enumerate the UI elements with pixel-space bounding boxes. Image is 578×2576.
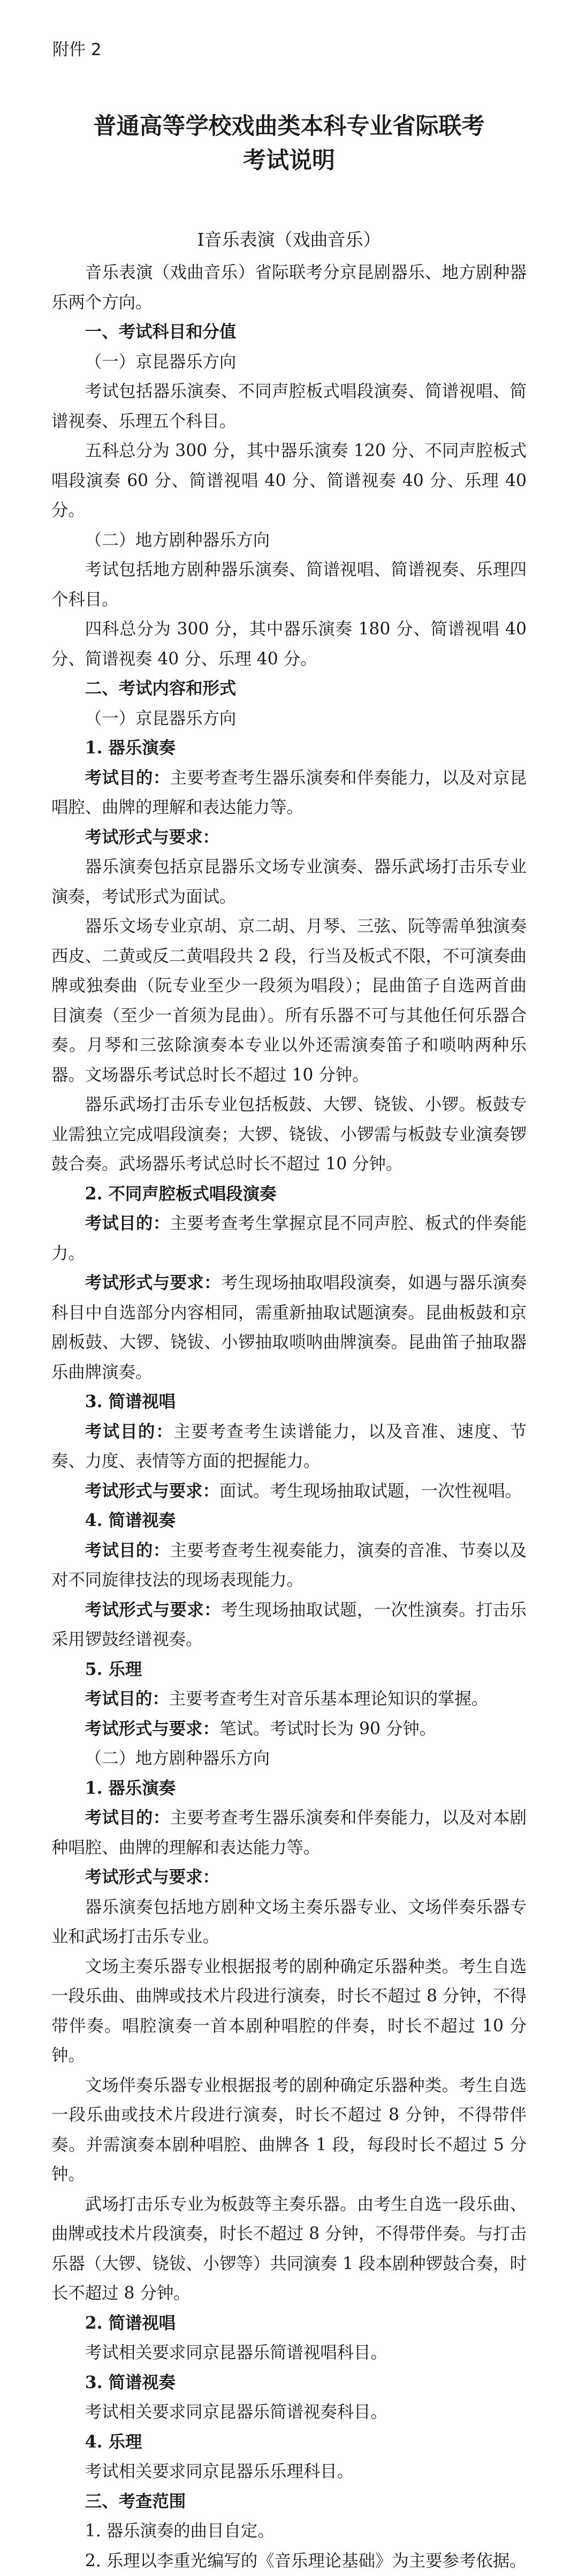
paragraph-text: 考生现场抽取唱段演奏，如遇与器乐演奏科目中自选部分内容相同，需重新抽取试题演奏。昆曲板鼓和京剧板鼓、大锣、铙钹、小锣抽取唢呐曲牌演奏。昆曲笛子抽取器乐曲牌演奏。 [51,1273,527,1382]
paragraph-text: 考生现场抽取试题，一次性演奏。打击乐采用锣鼓经谱视奏。 [51,1600,527,1650]
paragraph-text: 面试。考生现场抽取试题，一次性视唱。 [219,1482,522,1501]
paragraph-lead-label: 考试形式与要求： [85,1719,219,1739]
body-paragraph: 考试相关要求同京昆器乐乐理科目。 [51,2457,527,2487]
body-paragraph [51,1268,527,1387]
body-paragraph: 音乐表演（戏曲音乐）省际联考分京昆剧器乐、地方剧种器乐两个方向。 [51,258,527,318]
body-paragraph: 2. 乐理以李重光编写的《音乐理论基础》为主要参考依据。 [51,2547,527,2576]
item-heading: 考试形式与要求： [51,1863,527,1893]
paragraph-lead-label: 考试目的： [85,1422,173,1441]
document-title-line-1: 普通高等学校戏曲类本科专业省际联考 [51,109,527,143]
body-paragraph: 文场伴奏乐器专业根据报考的剧种确定乐器种类。考生自选一段乐曲或技术片段进行演奏，时长不超过 8 分钟，不得带伴奏。并需演奏本剧种唱腔、曲牌各 1 段，每段时长不超过 5 分钟。 [51,2071,527,2190]
paragraph-lead-label: 考试目的： [85,1689,169,1709]
body-paragraph: 器乐武场打击乐专业包括板鼓、大锣、铙钹、小锣。板鼓专业需独立完成唱段演奏；大锣、铙钹、小锣需与板鼓专业演奏锣鼓合奏。武场器乐考试总时长不超过 10 分钟。 [51,1090,527,1180]
paragraph-lead-label: 考试目的： [85,1808,170,1827]
body-paragraph: 1. 器乐演奏的曲目自定。 [51,2517,527,2547]
item-heading: 2. 简谱视唱 [51,2309,527,2339]
body-paragraph: 考试相关要求同京昆器乐简谱视唱科目。 [51,2338,527,2368]
paragraph-text: 主要考查考生器乐演奏和伴奏能力，以及对京昆唱腔、曲牌的理解和表达能力等。 [51,768,527,818]
body-paragraph [51,1477,527,1507]
body-paragraph: 考试包括器乐演奏、不同声腔板式唱段演奏、简谱视唱、简谱视奏、乐理五个科目。 [51,377,527,436]
section-heading: 二、考试内容和形式 [51,674,527,704]
paragraph-text: 主要考查考生掌握京昆不同声腔、板式的伴奏能力。 [51,1214,527,1263]
paragraph-text: 笔试。考试时长为 90 分钟。 [219,1719,436,1739]
body-paragraph [51,1714,527,1744]
paragraph-lead-label: 考试形式与要求： [85,1482,219,1501]
paragraph-lead-label: 考试目的： [85,1214,170,1233]
body-paragraph [51,764,527,823]
paragraph-text: 主要考查考生器乐演奏和伴奏能力，以及对本剧种唱腔、曲牌的理解和表达能力等。 [51,1808,527,1857]
body-paragraph: 四科总分为 300 分，其中器乐演奏 180 分、简谱视唱 40 分、简谱视奏 40 分、乐理 40 分。 [51,615,527,674]
body-paragraph: 器乐文场专业京胡、京二胡、月琴、三弦、阮等需单独演奏西皮、二黄或反二黄唱段共 2 段，行当及板式不限，不可演奏曲牌或独奏曲（阮专业至少一段须为唱段）；昆曲笛子自选两首曲目演奏（至少一首须为昆曲）。所有乐器不可与其他任何乐器合奏。月琴和三弦除演奏本专业以外还需演奏笛子和唢呐两种乐器。文场器乐考试总时长不超过 10 分钟。 [51,912,527,1090]
body-paragraph [51,1417,527,1477]
subsection-heading: （一）京昆器乐方向 [51,704,527,734]
body-paragraph: 考试相关要求同京昆器乐简谱视奏科目。 [51,2398,527,2428]
subsection-heading: （二）地方剧种器乐方向 [51,526,527,556]
body-paragraph [51,1209,527,1268]
body-paragraph: 器乐演奏包括地方剧种文场主奏乐器专业、文场伴奏乐器专业和武场打击乐专业。 [51,1893,527,1952]
item-heading: 4. 简谱视奏 [51,1506,527,1536]
item-heading: 5. 乐理 [51,1655,527,1685]
body-paragraph: 五科总分为 300 分，其中器乐演奏 120 分、不同声腔板式唱段演奏 60 分、简谱视唱 40 分、简谱视奏 40 分、乐理 40 分。 [51,436,527,526]
item-heading: 3. 简谱视奏 [51,2368,527,2398]
paragraph-lead-label: 考试形式与要求： [85,1600,221,1620]
paragraph-lead-label: 考试目的： [85,1541,170,1560]
part-title: Ⅰ音乐表演（戏曲音乐） [51,226,527,254]
paragraph-text: 主要考查考生对音乐基本理论知识的掌握。 [169,1689,488,1709]
item-heading: 4. 乐理 [51,2428,527,2458]
item-heading: 1. 器乐演奏 [51,1774,527,1804]
subsection-heading: （二）地方剧种器乐方向 [51,1744,527,1774]
body-paragraph: 考试包括地方剧种器乐演奏、简谱视唱、简谱视奏、乐理四个科目。 [51,555,527,615]
paragraph-lead-label: 考试形式与要求： [85,1273,221,1293]
item-heading: 3. 简谱视唱 [51,1387,527,1417]
document-title-line-2: 考试说明 [51,143,527,178]
paragraph-lead-label: 考试目的： [85,768,170,788]
body-paragraph: 文场主奏乐器专业根据报考的剧种确定乐器种类。考生自选一段乐曲、曲牌或技术片段进行演奏，时长不超过 8 分钟，不得带伴奏。唱腔演奏一首本剧种唱腔的伴奏，时长不超过 10 分钟。 [51,1952,527,2071]
paragraph-text: 主要考查考生视奏能力，演奏的音准、节奏以及对不同旋律技法的现场表现能力。 [51,1541,527,1590]
document-title [51,109,527,178]
body-paragraph [51,1596,527,1655]
body-paragraph: 武场打击乐专业为板鼓等主奏乐器。由考生自选一段乐曲、曲牌或技术片段演奏，时长不超过 8 分钟，不得带伴奏。与打击乐器（大锣、铙钹、小锣等）共同演奏 1 段本剧种锣鼓合奏，时长不超过 8 分钟。 [51,2190,527,2309]
attachment-label: 附件 2 [52,37,527,62]
body-paragraph [51,1803,527,1863]
body-paragraph [51,1684,527,1714]
body-paragraph [51,1536,527,1596]
section-heading: 一、考试科目和分值 [51,318,527,348]
document-body [51,258,527,2576]
body-paragraph: 器乐演奏包括京昆器乐文场专业演奏、器乐武场打击乐专业演奏，考试形式为面试。 [51,852,527,912]
item-heading: 考试形式与要求： [51,823,527,853]
subsection-heading: （一）京昆器乐方向 [51,348,527,377]
item-heading: 1. 器乐演奏 [51,734,527,764]
item-heading: 2. 不同声腔板式唱段演奏 [51,1180,527,1210]
section-heading: 三、考查范围 [51,2487,527,2517]
paragraph-text: 主要考查考生读谱能力，以及音准、速度、节奏、力度、表情等方面的把握能力。 [51,1422,527,1471]
